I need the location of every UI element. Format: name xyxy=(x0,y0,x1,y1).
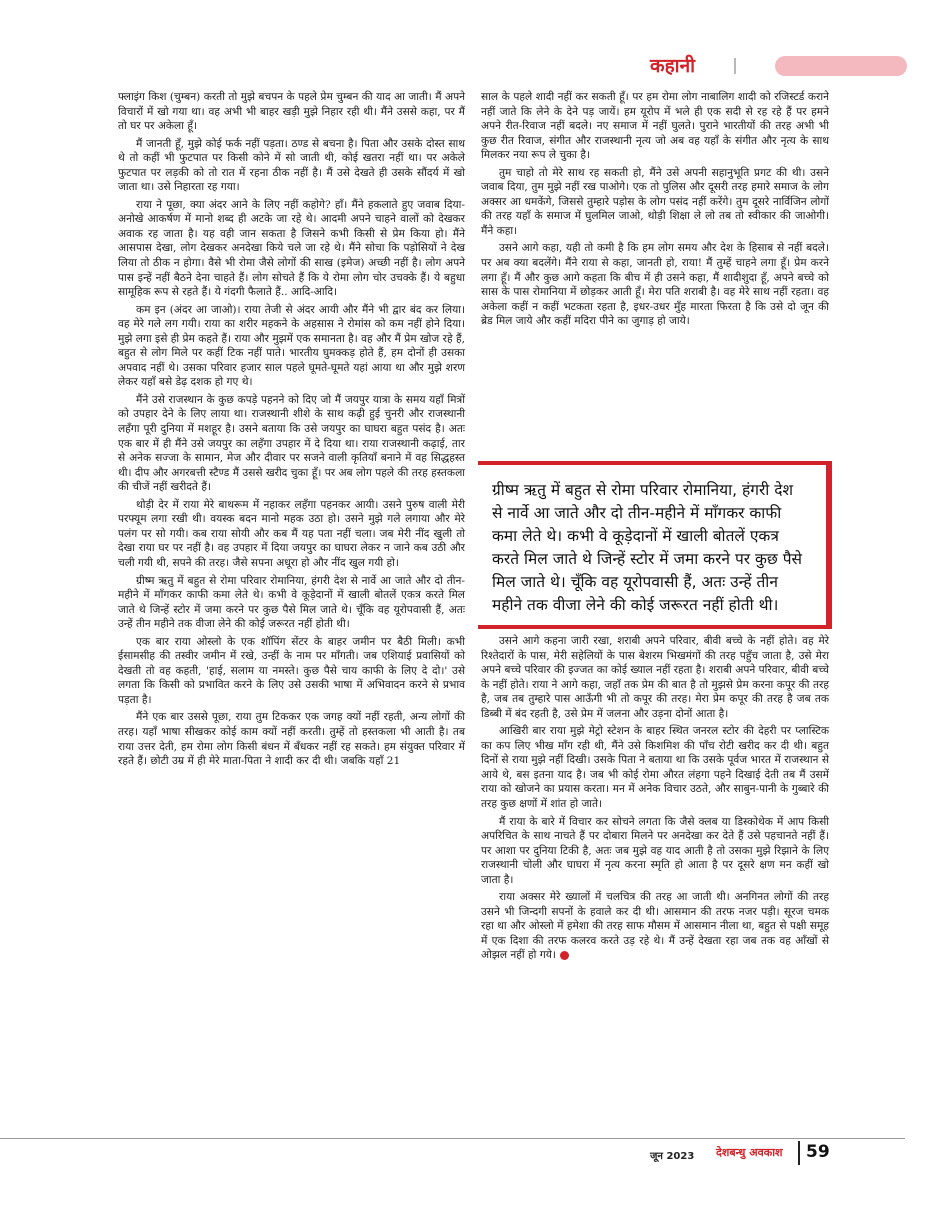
paragraph: मैंने उसे राजस्थान के कुछ कपड़े पहनने को दिए जो मैं जयपुर यात्रा के समय यहाँ मित्रों को उपहार देने के लिए लाया था। राजस्थानी शीशे के साथ कढ़ी हुई चुनरी और राजस्थानी लहँगा पूरी दुनिया में मशहूर है। उसने बताया कि उसे जयपुर का घाघरा बहुत पसंद है। अतः एक बार में ही मैंने उसे जयपुर का लहँगा उपहार में दे दिया था। राया राजस्थानी कढ़ाई, तार से अनेक सज्जा के सामान, मेज और दीवार पर सजने वाली कृतियाँ बनाने में वह सिद्धहस्त थी। दीप और अगरबत्ती स्टैण्ड मैं उससे खरीद चुका हूँ। पर अब लोग पहले की तरह हस्तकला की चीजें नहीं खरीदते हैं। xyxy=(118,393,465,494)
paragraph-text: राया अक्सर मेरे ख्यालों में चलचित्र की तरह आ जाती थी। अनगिनत लोगों की तरह उसने भी जिन्दगी सपनों के हवाले कर दी थी। आसमान की तरफ नजर पड़ी। सूरज चमक रहा था और ओस्लो में हमेशा की तरह साफ मौसम में आसमान नीला था, बहुत से पक्षी समूह में एक दिशा की तरफ कलरव करते उड़ रहे थे। मैं उन्हें देखता रहा जब तक वह आँखों से ओझल नहीं हो गये। xyxy=(481,891,829,962)
paragraph: उसने आगे कहा, यही तो कमी है कि हम लोग समय और देश के हिसाब से नहीं बदले। पर अब क्या बदलेंगे। मैंने राया से कहा, जानती हो, राया! मैं तुम्हें चाहने लगा हूँ। प्रेम करने लगा हूँ। मैं और कुछ आगे कहता कि बीच में ही उसने कहा, मैं शादीशुदा हूँ, अपने बच्चे को सास के पास रोमानिया में छोड़कर आती हूँ। मेरा पति शराबी है। वह मेरे साथ नहीं रहता। वह अकेला कहीं न कहीं भटकता रहता है, इधर-उधर मुँह मारता फिरता है कि उसे दो जून की ब्रेड मिल जाये और कहीं मदिरा पीने का जुगाड़ हो जाये। xyxy=(481,242,829,328)
page-footer xyxy=(0,1138,945,1178)
paragraph: मैं राया के बारे में विचार कर सोचने लगता कि जैसे क्लब या डिस्कोथेक में आप किसी अपरिचित के साथ नाचते हैं पर दोबारा मिलने पर अनदेखा कर देते हैं उसे पहचानते नहीं हैं। पर आशा पर दुनिया टिकी है, अतः जब मुझे वह याद आती है तो उसका मुझे रिझाने के लिए राजस्थानी चोली और घाघरा में नृत्य करना स्मृति हो आता है पर दूसरे क्षण मन कहीं खो जाता है। xyxy=(481,815,829,886)
right-column-top xyxy=(481,90,829,332)
paragraph: थोड़ी देर में राया मेरे बाथरूम में नहाकर लहँगा पहनकर आयी। उसने पुरुष वाली मेरी परफ्यूम लगा रखी थी। वयस्क बदन मानो महक उठा हो। उसने मुझे गले लगाया और मेरे पलंग पर सो गयी। कब राया सोयी और कब मैं यह पता नहीं चला। जब मेरी नींद खुली तो देखा राया घर पर नहीं है। वह उपहार में दिया जयपुर का घाघरा लेकर न जाने कब उठी और चली गयी थी, सपने की तरह। जैसे सपना अधूरा हो और नींद खुल गयी हो। xyxy=(118,498,465,569)
story-end-dot-icon xyxy=(560,951,569,960)
page-header xyxy=(0,50,945,80)
section-label: कहानी xyxy=(650,55,696,77)
paragraph: तुम चाहो तो मेरे साथ रह सकती हो, मैंने उसे अपनी सहानुभूति प्रगट की थी। उसने जवाब दिया, तुम मुझे नहीं रख पाओगे। एक तो पुलिस और दूसरी तरह हमारे समाज के लोग अक्सर आ धमकेंगे, जिससे तुम्हारे पड़ोस के लोग पसंद नहीं करेंगे। तुम दूसरे नार्विजिन लोगों की तरह यहाँ के समाज में घुलमिल जाओ, थोड़ी शिक्षा ले लो तब तो स्वीकार की जाओगी। मैंने कहा। xyxy=(481,166,829,237)
pull-quote-box xyxy=(478,461,832,629)
paragraph: एक बार राया ओस्लो के एक शॉपिंग सेंटर के बाहर जमीन पर बैठी मिली। कभी ईसामसीह की तस्वीर जमीन में रखे, उन्हीं के नाम पर माँगती। जब एशियाई प्रवासियों को देखती तो वह कहती, 'हाई, सलाम या नमस्ते। कुछ पैसे चाय काफी के लिए दे दो।' उसे लगता कि किसी को प्रभावित करने के लिए उसे उसकी भाषा में अभिवादन करने से प्रभाव पड़ता है। xyxy=(118,635,465,706)
footer-divider-bar xyxy=(798,1141,800,1165)
paragraph: उसने आगे कहना जारी रखा, शराबी अपने परिवार, बीवी बच्चे के नहीं होते। वह मेरे रिश्तेदारों के पास, मेरी सहेलियों के पास बेशरम भिखमंगों की तरह पहुँच जाता है, उसे मेरा अपने बच्चे परिवार की इज्जत का कोई ख्याल नहीं रहता है। शराबी अपने परिवार, बीवी बच्चे के नहीं होते। राया ने आगे कहा, जहाँ तक प्रेम की बात है तो मुझसे प्रेम करना कपूर की तरह है, जब तब तुम्हारे पास आऊँगी भी तो कपूर की तरह। मेरा प्रेम कपूर की तरह है जब तक डिब्बी में बंद रहती है, उसे प्रेम में जलना और उड़ना दोनों आता है। xyxy=(481,635,829,720)
paragraph: साल के पहले शादी नहीं कर सकती हूँ। पर हम रोमा लोग नाबालिग शादी को रजिस्टर्ड कराने नहीं जाते कि लेने के देने पड़ जायें। हम यूरोप में भले ही एक सदी से रह रहे हैं पर हमने अपने रीत-रिवाज नहीं बदले। नए समाज में नहीं घुलते। पुराने भारतीयों की तरह अभी भी कुछ रीत रिवाज, संगीत और राजस्थानी नृत्य जो अब वह यहाँ के संगीत और नृत्य के साथ मिलकर नया रूप ले चुका है। xyxy=(481,91,829,162)
publication-logo: देशबन्धु अवकाश xyxy=(716,1146,783,1159)
paragraph-final xyxy=(481,890,829,963)
footer-rule xyxy=(0,1138,905,1139)
right-column-bottom xyxy=(481,634,829,966)
pull-quote-text: ग्रीष्म ऋतु में बहुत से रोमा परिवार रोमानिया, हंगरी देश से नार्वे आ जाते और दो तीन-महीने में माँगकर काफी कमा लेते थे। कभी वे कूड़ेदानों में खाली बोतलें एकत्र करते मिल जाते थे जिन्हें स्टोर में जमा करने पर कुछ पैसे मिल जाते थे। चूँकि वह यूरोपवासी हैं, अतः उन्हें तीन महीने तक वीजा लेने की कोई जरूरत नहीं होती थी। xyxy=(492,481,802,614)
left-column xyxy=(118,90,465,772)
paragraph: राया ने पूछा, क्या अंदर आने के लिए नहीं कहोगे? हाँ। मैंने हकलाते हुए जवाब दिया- अनोखे आकर्षण में मानो शब्द ही अटके जा रहे थे। आदमी अपने चाहने वालों को देखकर अवाक रह जाता है। यह वही जान सकता है जिसने कभी किसी से प्रेम किया हो। मैंने आसपास देखा, लोग देखकर अनदेखा किये चले जा रहे थे। मैंने सोचा कि पड़ोसियों ने देख लिया तो ठीक न होगा। वैसे भी रोमा जैसे लोगों की साख (इमेज) अच्छी नहीं है। लोग अपने पास इन्हें नहीं बैठने देना चाहते हैं। लोग सोचते हैं कि ये रोमा लोग चोर उचक्के हैं। ये बहुधा सामूहिक रूप से रहते हैं। ये गंदगी फैलाते हैं.. आदि-आदि। xyxy=(118,198,465,299)
header-decorative-pill xyxy=(775,56,907,76)
paragraph: कम इन (अंदर आ जाओ)। राया तेजी से अंदर आयी और मैंने भी द्वार बंद कर लिया। वह मेरे गले लग गयी। राया का शरीर महकने के अहसास ने रोमांस को कम नहीं होने दिया। मुझे लगा इसे ही प्रेम कहते हैं। राया और मुझमें एक समानता है। वह और मैं प्रेम खोज रहे हैं, बहुत से लोग मिले पर कहीं टिक नहीं पाते। भारतीय घुमक्कड़ होते हैं, हम दोनों ही उसका अपवाद नहीं थे। उसका परिवार हजार साल पहले घूमते-घूमते यहां आया था और मुझे शरण लेकर यहाँ बसे डेढ़ दशक हो गए थे। xyxy=(118,303,465,389)
header-divider xyxy=(734,58,736,74)
paragraph: मैंने एक बार उससे पूछा, राया तुम टिककर एक जगह क्यों नहीं रहती, अन्य लोगों की तरह। यहाँ भाषा सीखकर कोई काम क्यों नहीं करती। तुम्हें तो हस्तकला भी आती है। तब राया उत्तर देती, हम रोमा लोग किसी बंधन में बँधकर नहीं रह सकते। हम संयुक्त परिवार में रहते हैं। छोटी उम्र में ही मेरे माता-पिता ने शादी कर दी थी। जबकि यहाँ 21 xyxy=(118,711,465,768)
paragraph: मैं जानती हूँ, मुझे कोई फर्क नहीं पड़ता। ठण्ड से बचना है। पिता और उसके दोस्त साथ थे तो कहीं भी फुटपात पर किसी कोने में सो जाती थी, कोई खतरा नहीं था। पर अकेले फुटपात पर लड़की को तो रात में रहना ठीक नहीं है। मैं उसे देखते ही उसके सौंदर्य में खो जाता था। उसे निहारता रह गया। xyxy=(118,137,465,194)
issue-date: जून 2023 xyxy=(650,1151,695,1162)
paragraph: आखिरी बार राया मुझे मेट्रो स्टेशन के बाहर स्थित जनरल स्टोर की देहरी पर प्लास्टिक का कप लिए भीख माँग रही थी, मैंने उसे किशमिश की पाँच रोटी खरीद कर दी थी। बहुत दिनों से राया मुझे नहीं दिखी। उसके पिता ने बताया था कि उसके पूर्वज भारत में राजस्थान से आये थे, बस इतना याद है। जब भी कोई रोमा औरत लंहगा पहने दिखाई देती तब मैं उसमें राया को खोजने का प्रयास करता। मन में अनेक विचार उठते, और साबुन-पानी के गुब्बारे की तरह कुछ क्षणों में शांत हो जाते। xyxy=(481,725,829,811)
paragraph: ग्रीष्म ऋतु में बहुत से रोमा परिवार रोमानिया, हंगरी देश से नार्वे आ जाते और दो तीन-महीने में माँगकर काफी कमा लेते थे। कभी वे कूड़ेदानों में खाली बोतलें एकत्र करते मिल जाते थे जिन्हें स्टोर में जमा करने पर कुछ पैसे मिल जाते थे। चूँकि वह यूरोपवासी हैं, अतः उन्हें तीन महीने तक वीजा लेने की कोई जरूरत नहीं होती थी। xyxy=(118,574,465,631)
paragraph: फ्लाइंग किश (चुम्बन) करती तो मुझे बचपन के पहले प्रेम चुम्बन की याद आ जाती। मैं अपने विचारों में खो गया था। वह अभी भी बाहर खड़ी मुझे निहार रही थी। मैंने उससे कहा, पर मैं तो घर पर अकेला हूँ। xyxy=(118,91,465,133)
page-number: 59 xyxy=(806,1142,830,1162)
